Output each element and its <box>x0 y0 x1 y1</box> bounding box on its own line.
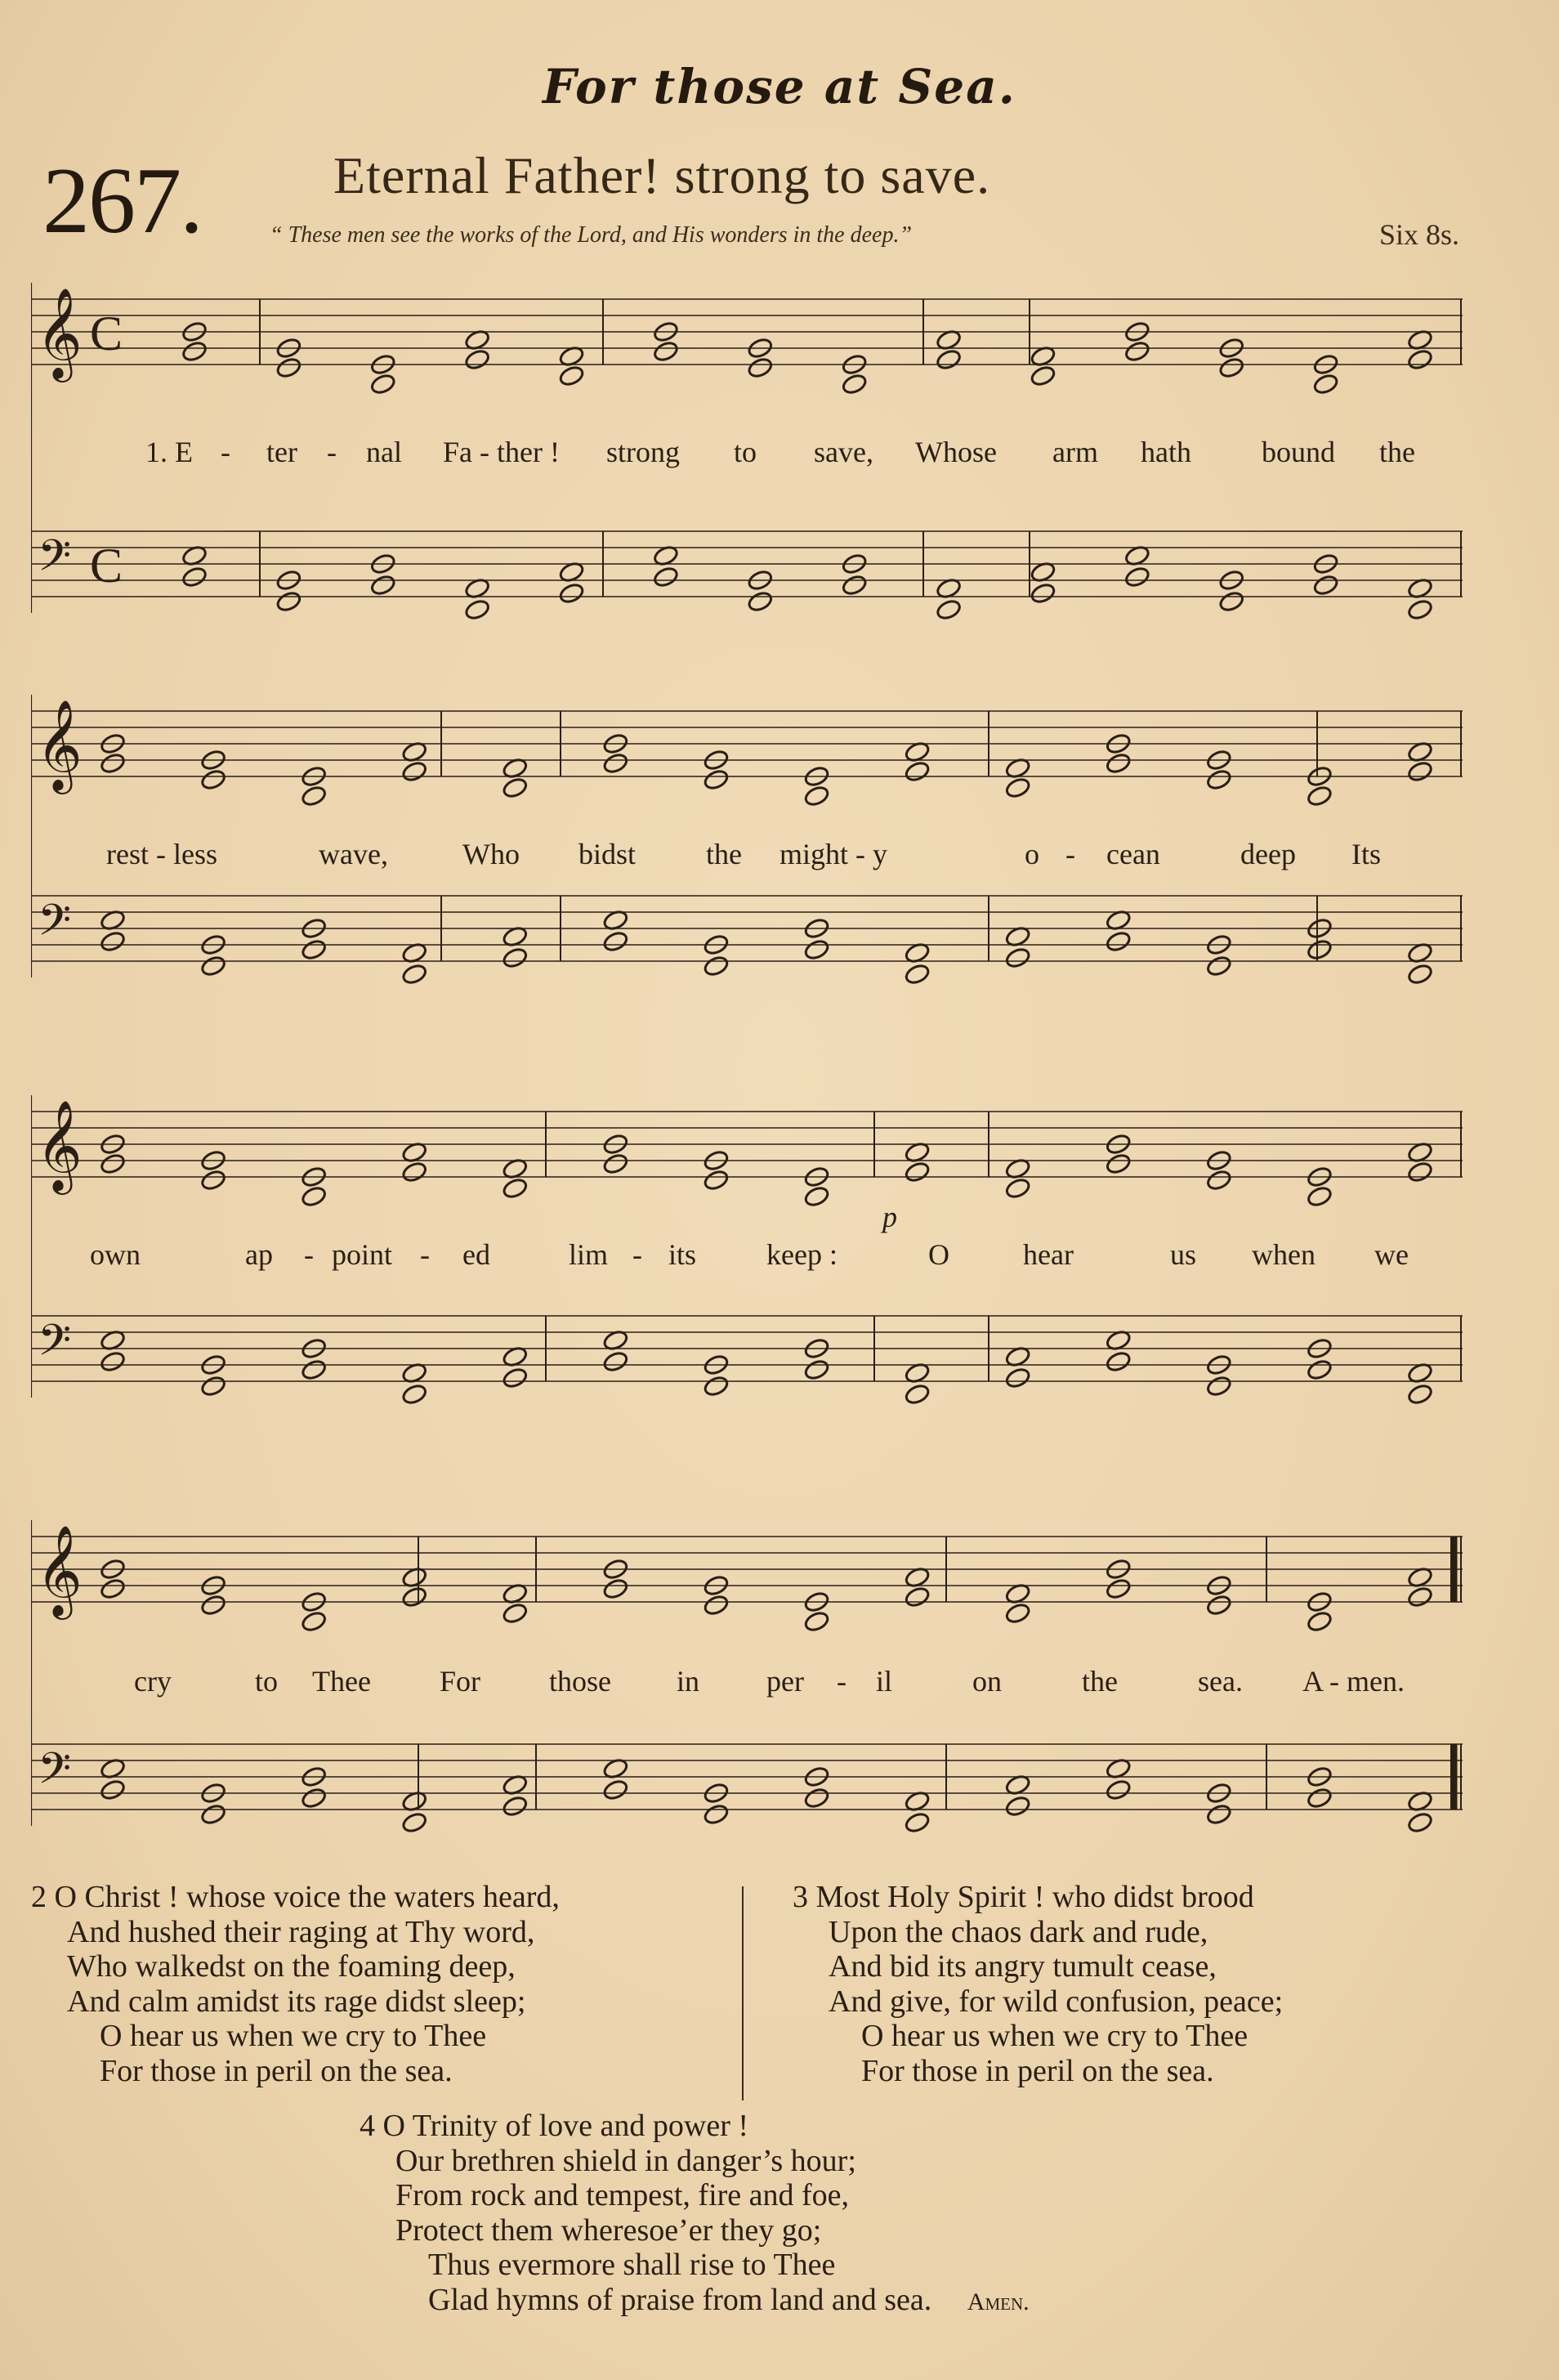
note-head-icon <box>803 785 830 808</box>
bass-clef-icon: 𝄢 <box>38 896 72 956</box>
note-head-icon <box>703 955 730 978</box>
note-head-icon <box>703 1375 730 1398</box>
note-head-icon <box>558 365 585 387</box>
verse-line: 2 O Christ ! whose voice the waters heard, <box>31 1880 560 1914</box>
note-head-icon <box>652 340 679 363</box>
lyrics-line-2 <box>31 837 1463 878</box>
note-head-icon <box>1218 356 1245 379</box>
verse-line <box>360 2283 1030 2320</box>
amen-marker: Amen. <box>967 2288 1030 2315</box>
verse-line: And calm amidst its rage didst sleep; <box>67 1984 526 2019</box>
note-head-icon <box>558 582 585 605</box>
hymn-number: 267. <box>42 149 202 253</box>
note-head-icon <box>1306 1787 1333 1810</box>
treble-clef-icon: 𝄞 <box>36 287 83 378</box>
lyric-syllable: A - men. <box>1302 1665 1405 1698</box>
lyric-syllable: arm <box>1052 436 1098 468</box>
note-head-icon <box>747 356 774 379</box>
note-head-icon <box>1205 1169 1232 1192</box>
note-head-icon <box>803 1358 830 1381</box>
lyric-syllable: us <box>1170 1238 1197 1271</box>
verse-line: From rock and tempest, fire and foe, <box>395 2178 850 2212</box>
verse-line: Who walkedst on the foaming deep, <box>67 1949 516 1984</box>
note-head-icon <box>1123 566 1150 588</box>
note-head-icon <box>1407 1586 1434 1608</box>
note-head-icon <box>1306 1185 1333 1208</box>
section-heading: For those at Sea. <box>543 59 1016 114</box>
lyrics-line-1 <box>31 435 1463 476</box>
verse-4 <box>360 2109 1030 2320</box>
note-head-icon <box>803 938 830 961</box>
lyric-syllable: cean <box>1106 838 1160 870</box>
verse-line: Our brethren shield in danger’s hour; <box>395 2143 856 2178</box>
lyric-syllable: point <box>332 1238 393 1271</box>
note-head-icon <box>200 1169 227 1192</box>
note-head-icon <box>747 590 774 613</box>
note-head-icon <box>369 373 396 396</box>
verse-line: And bid its angry tumult cease, <box>829 1949 1217 1984</box>
note-head-icon <box>1312 574 1339 597</box>
note-head-icon <box>703 1594 730 1617</box>
note-head-icon <box>904 963 931 986</box>
lyric-syllable: - <box>1065 838 1075 870</box>
note-head-icon <box>904 1811 931 1834</box>
note-head-icon <box>181 566 208 588</box>
music-system-1 <box>31 275 1463 634</box>
music-system-4 <box>31 1504 1463 1872</box>
note-head-icon <box>200 1594 227 1617</box>
lyric-syllable: per <box>766 1665 804 1698</box>
lyric-syllable: Fa - ther ! <box>443 436 560 468</box>
hymn-title: Eternal Father! strong to save. <box>333 146 991 204</box>
note-head-icon <box>1004 1177 1031 1200</box>
note-head-icon <box>100 1577 127 1600</box>
note-head-icon <box>100 1350 127 1373</box>
note-head-icon <box>181 340 208 363</box>
verse-line: For those in peril on the sea. <box>861 2053 1214 2088</box>
note-head-icon <box>1218 590 1245 613</box>
lyric-syllable: the <box>1082 1665 1118 1698</box>
hymn-meter: Six 8s. <box>1378 218 1459 251</box>
note-head-icon <box>401 1586 428 1608</box>
note-head-icon <box>100 1152 127 1175</box>
note-head-icon <box>100 1778 127 1801</box>
dynamic-marking: p <box>882 1201 897 1233</box>
note-head-icon <box>841 574 868 597</box>
note-head-icon <box>200 955 227 978</box>
note-head-icon <box>936 348 963 371</box>
verse-line: For those in peril on the sea. <box>100 2053 453 2088</box>
lyric-syllable: ed <box>462 1238 490 1271</box>
note-head-icon <box>1105 752 1132 775</box>
lyric-syllable: o <box>1025 838 1039 870</box>
note-head-icon <box>1407 1383 1434 1406</box>
note-head-icon <box>904 760 931 783</box>
note-head-icon <box>401 1811 428 1834</box>
treble-clef-icon: 𝄞 <box>36 699 83 790</box>
note-head-icon <box>369 574 396 597</box>
lyric-syllable: - <box>327 436 337 468</box>
verse-line-text: Glad hymns of praise from land and sea. <box>428 2282 932 2317</box>
note-head-icon <box>803 1610 830 1633</box>
note-head-icon <box>602 1350 629 1373</box>
note-head-icon <box>1306 1358 1333 1381</box>
time-signature-icon: C <box>90 539 123 593</box>
lyric-syllable: rest - less <box>106 838 217 870</box>
note-head-icon <box>1407 760 1434 783</box>
note-head-icon <box>1306 1610 1333 1633</box>
lyric-syllable: the <box>706 838 742 870</box>
note-head-icon <box>301 938 328 961</box>
note-head-icon <box>803 1787 830 1810</box>
note-head-icon <box>1407 348 1434 371</box>
note-head-icon <box>1105 930 1132 953</box>
lyric-syllable: il <box>876 1665 893 1698</box>
note-head-icon <box>200 1375 227 1398</box>
note-head-icon <box>602 930 629 953</box>
hymn-epigraph: “ These men see the works of the Lord, and His wonders in the deep.” <box>270 222 913 248</box>
note-head-icon <box>1004 1795 1031 1818</box>
lyric-syllable: Who <box>462 838 520 870</box>
time-signature-icon: C <box>90 306 123 360</box>
lyric-syllable: cry <box>134 1665 172 1698</box>
bass-clef-icon: 𝄢 <box>38 1744 72 1805</box>
note-head-icon <box>301 785 328 808</box>
lyric-syllable: Whose <box>915 436 997 468</box>
note-head-icon <box>1105 1350 1132 1373</box>
note-head-icon <box>1312 373 1339 396</box>
note-head-icon <box>1004 1367 1031 1389</box>
note-head-icon <box>1407 1161 1434 1183</box>
note-head-icon <box>1105 1152 1132 1175</box>
note-head-icon <box>602 1778 629 1801</box>
lyric-syllable: O <box>928 1238 949 1271</box>
note-head-icon <box>1407 598 1434 621</box>
note-head-icon <box>100 930 127 953</box>
lyric-syllable: in <box>677 1665 700 1698</box>
note-head-icon <box>1205 1375 1232 1398</box>
note-head-icon <box>1205 1803 1232 1826</box>
note-head-icon <box>602 752 629 775</box>
lyric-syllable: the <box>1379 436 1415 468</box>
lyric-syllable: - <box>304 1238 314 1271</box>
lyrics-line-3 <box>31 1237 1463 1278</box>
lyric-syllable: to <box>734 436 757 468</box>
note-head-icon <box>301 1358 328 1381</box>
verse-line: And hushed their raging at Thy word, <box>67 1914 535 1949</box>
treble-clef-icon: 𝄞 <box>36 1099 83 1191</box>
lyric-syllable: those <box>549 1665 611 1698</box>
note-head-icon <box>904 1161 931 1183</box>
note-head-icon <box>1105 1778 1132 1801</box>
note-head-icon <box>464 348 491 371</box>
note-head-icon <box>464 598 491 621</box>
note-head-icon <box>703 1169 730 1192</box>
note-head-icon <box>904 1383 931 1406</box>
lyric-syllable: For <box>440 1665 481 1698</box>
lyric-syllable: own <box>90 1238 141 1271</box>
lyric-syllable: hath <box>1141 436 1191 468</box>
note-head-icon <box>401 1383 428 1406</box>
lyric-syllable: we <box>1374 1238 1409 1271</box>
note-head-icon <box>301 1787 328 1810</box>
note-head-icon <box>1205 768 1232 791</box>
lyric-syllable: save, <box>814 436 873 468</box>
verse-line: Protect them wheresoe’er they go; <box>395 2212 822 2248</box>
note-head-icon <box>100 752 127 775</box>
lyric-syllable: on <box>972 1665 1002 1698</box>
lyric-syllable: deep <box>1240 838 1296 870</box>
bass-clef-icon: 𝄢 <box>38 531 72 592</box>
lyric-syllable: bidst <box>578 838 637 870</box>
lyric-syllable: - <box>837 1665 847 1698</box>
note-head-icon <box>703 768 730 791</box>
note-head-icon <box>401 963 428 986</box>
lyric-syllable: ap <box>245 1238 273 1271</box>
lyric-syllable: to <box>255 1665 279 1698</box>
note-head-icon <box>1306 785 1333 808</box>
note-head-icon <box>275 356 302 379</box>
lyric-syllable: hear <box>1023 1238 1074 1271</box>
lyric-syllable: ter <box>266 436 297 468</box>
note-head-icon <box>1030 365 1056 387</box>
note-head-icon <box>602 1152 629 1175</box>
verse-line-text: Thus evermore shall rise to Thee <box>428 2248 836 2282</box>
lyric-syllable: bound <box>1262 436 1335 468</box>
lyric-syllable: 1. E <box>145 436 193 468</box>
verse-line: 4 O Trinity of love and power ! <box>360 2109 749 2143</box>
verse-divider <box>742 1886 744 2100</box>
bass-clef-icon: 𝄢 <box>38 1316 72 1376</box>
lyric-syllable: wave, <box>319 838 388 870</box>
note-head-icon <box>200 1803 227 1826</box>
note-head-icon <box>602 1577 629 1600</box>
verse-2 <box>31 1880 560 2088</box>
music-system-2 <box>31 691 1463 1027</box>
lyric-syllable: - <box>632 1238 642 1271</box>
note-head-icon <box>841 373 868 396</box>
lyric-syllable: its <box>668 1238 697 1271</box>
music-system-3 <box>31 1079 1463 1447</box>
verse-line: Upon the chaos dark and rude, <box>829 1914 1208 1949</box>
note-head-icon <box>1123 340 1150 363</box>
note-head-icon <box>1004 776 1031 799</box>
note-head-icon <box>652 566 679 588</box>
note-head-icon <box>502 1795 529 1818</box>
note-head-icon <box>502 1602 529 1625</box>
note-head-icon <box>502 1367 529 1389</box>
note-head-icon <box>1004 1602 1031 1625</box>
note-head-icon <box>502 776 529 799</box>
treble-clef-icon: 𝄞 <box>36 1524 83 1616</box>
verse-line: And give, for wild confusion, peace; <box>829 1984 1284 2019</box>
lyric-syllable: keep : <box>766 1238 838 1271</box>
note-head-icon <box>1407 1811 1434 1834</box>
lyric-syllable: - <box>221 436 230 468</box>
note-head-icon <box>401 1161 428 1183</box>
lyric-syllable: nal <box>366 436 402 468</box>
note-head-icon <box>703 1803 730 1826</box>
lyric-syllable: sea. <box>1198 1665 1243 1698</box>
note-head-icon <box>1205 1594 1232 1617</box>
note-head-icon <box>904 1586 931 1608</box>
lyric-syllable: - <box>420 1238 430 1271</box>
lyric-syllable: Its <box>1351 838 1381 870</box>
note-head-icon <box>1004 946 1031 969</box>
note-head-icon <box>401 760 428 783</box>
note-head-icon <box>502 946 529 969</box>
verse-line: O hear us when we cry to Thee <box>861 2019 1249 2053</box>
lyric-syllable: Thee <box>312 1665 371 1698</box>
note-head-icon <box>275 590 302 613</box>
note-head-icon <box>301 1610 328 1633</box>
note-head-icon <box>1205 955 1232 978</box>
note-head-icon <box>803 1185 830 1208</box>
note-head-icon <box>1105 1577 1132 1600</box>
note-head-icon <box>1407 963 1434 986</box>
lyrics-line-4 <box>31 1664 1463 1705</box>
lyric-syllable: lim <box>569 1238 609 1271</box>
note-head-icon <box>1306 938 1333 961</box>
lyric-syllable: when <box>1252 1238 1316 1271</box>
note-head-icon <box>301 1185 328 1208</box>
note-head-icon <box>200 768 227 791</box>
note-head-icon <box>1030 582 1056 605</box>
verse-line: 3 Most Holy Spirit ! who didst brood <box>793 1880 1254 1914</box>
note-head-icon <box>936 598 963 621</box>
verse-3 <box>793 1880 1283 2088</box>
lyric-syllable: strong <box>606 436 680 468</box>
note-head-icon <box>502 1177 529 1200</box>
verse-line <box>360 2248 1030 2283</box>
verse-line: O hear us when we cry to Thee <box>100 2019 487 2053</box>
lyric-syllable: might - y <box>780 838 887 870</box>
